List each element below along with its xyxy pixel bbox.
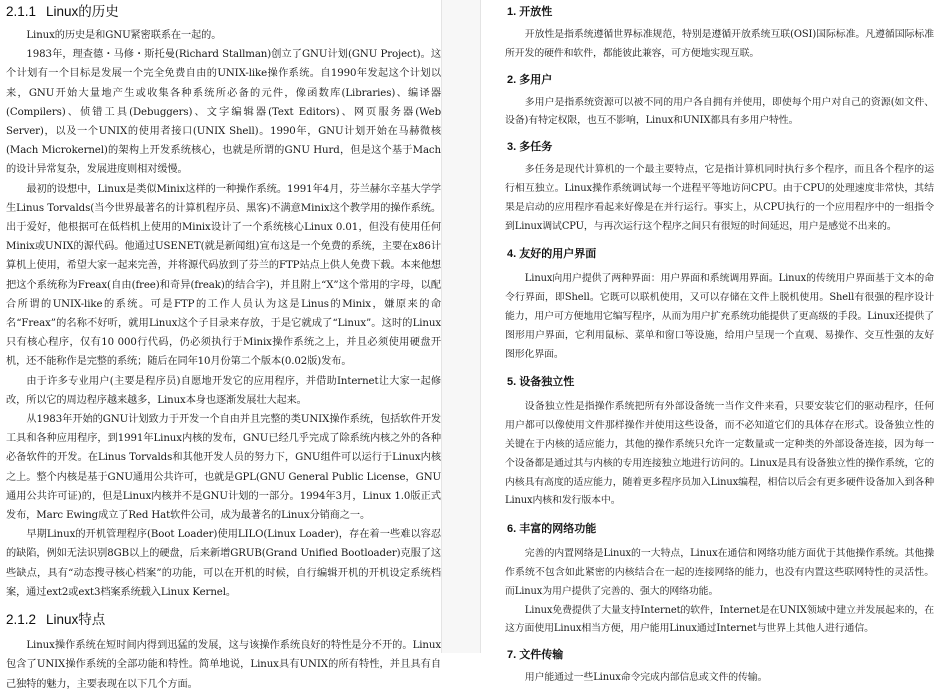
paragraph: 完善的内置网络是Linux的一大特点，Linux在通信和网络功能方面优于其他操作系统。其他操作系统不包含如此紧密的内核结合在一起的连接网络的能力，也没有内置这些联网特性的灵活性。而Linux为用户提供了完善的、强大的网络功能。 xyxy=(505,548,934,597)
paragraph: 由于许多专业用户(主要是程序员)自愿地开发它的应用程序，并借助Internet让大家一起修改，所以它的周边程序越来越多，Linux本身也逐渐发展壮大起来。 xyxy=(6,375,441,406)
paragraph: 多用户是指系统资源可以被不同的用户各自拥有并使用，即使每个用户对自己的资源(如文件、设备)有特定权限，也互不影响，Linux和UNIX都具有多用户特性。 xyxy=(505,96,934,127)
section-heading-2-1-2 xyxy=(6,610,441,630)
paragraph: 多任务是现代计算机的一个最主要特点，它是指计算机同时执行多个程序，而且各个程序的运行相互独立。Linux操作系统调试每一个进程平等地访问CPU。由于CPU的处理速度非常快，其结果是启动的应用程序看起来好像是在并行运行。事实上，从CPU执行的一个应用程序中的一组指令到Linux调试CPU，与再次运行这个程序之间只有很短的时间延迟，用户是感觉不出来的。 xyxy=(505,164,934,232)
page-gutter xyxy=(441,0,481,653)
paragraph: 开放性是指系统遵循世界标准规范，特别是遵循开放系统互联(OSI)国际标准。凡遵循国际标准所开发的硬件和软件，都能彼此兼容，可方便地实现互联。 xyxy=(505,29,934,59)
paragraph: 设备独立性是指操作系统把所有外部设备统一当作文件来看，只要安装它们的驱动程序，任何用户都可以像使用文件那样操作并使用这些设备，而不必知道它们的具体存在形式。设备独立性的关键在于内核的适应能力，其他的操作系统只允许一定数量或一定种类的外部设备连接，因为每一个设备都是通过其与内核的专用连接独立地进行访问的。Linux是具有设备独立性的操作系统，它的内核具有高度的适应能力，随着更多程序员加入Linux编程，相信以后会有更多硬件设备加入到各种Linux内核和发行版本中。 xyxy=(505,401,934,507)
feature-heading: 6. 丰富的网络功能 xyxy=(507,523,597,536)
left-page xyxy=(0,0,441,690)
feature-heading: 1. 开放性 xyxy=(507,6,553,18)
paragraph: 用户能通过一些Linux命令完成内部信息或文件的传输。 xyxy=(524,672,768,684)
paragraph: 从1983年开始的GNU计划致力于开发一个自由并且完整的类UNIX操作系统，包括软件开发工具和各种应用程序，到1991年Linux内核的发布，GNU已经几乎完成了除系统内核之外的各种必备软件的开发。在Linus Torvalds和其他开发人员的努力下，GNU组件可以运行于Linux内核之上。整个内核是基于GNU通用公共许可，也就是GPL(GNU General Public License，GNU通用公共许可证)的，但是Linux内核并不是GNU计划的一部分。1994年3月，Linux 1.0版正式发布，Marc Ewing成立了Red Hat软件公司，成为最著名的Linux分销商之一。 xyxy=(6,414,441,522)
paragraph: 1983年，理查德・马修・斯托曼(Richard Stallman)创立了GNU计划(GNU Project)。这个计划有一个目标是发展一个完全免费自由的UNIX-like操作系统。自1990年发起这个计划以来，GNU开始大量地产生或收集各种系统所必备的元件，像函数库(Libraries)、编译器(Compilers)、侦错工具(Debuggers)、文字编辑器(Text Editors)、网页服务器(Web Server)，以及一个UNIX的使用者接口(UNIX Shell)。1990年，GNU计划开始在马赫微核(Mach Microkernel)的架构上开发系统核心，也就是所谓的GNU Hurd，但是这个基于Mach的设计异常复杂，发展进度则相对缓慢。 xyxy=(6,49,441,176)
section-title: Linux的历史 xyxy=(46,4,119,19)
feature-heading: 3. 多任务 xyxy=(507,141,553,154)
left-page-content xyxy=(0,2,441,694)
paragraph: 早期Linux的开机管理程序(Boot Loader)使用LILO(Linux Loader)，存在着一些难以容忍的缺陷，例如无法识别8GB以上的硬盘，后来新增GRUB(Grand Unified Bootloader)克服了这些缺点，具有“动态搜寻核心档案”的功能，可以在开机的时候，自行编辑开机的开机设定系统档案，通过ext2或ext3档案系统载入Linux Kernel。 xyxy=(6,529,441,598)
feature-heading: 5. 设备独立性 xyxy=(507,376,575,389)
paragraph: 最初的设想中，Linux是类似Minix这样的一种操作系统。1991年4月，芬兰赫尔辛基大学学生Linus Torvalds(当今世界最著名的计算机程序员、黑客)不满意Minix这个教学用的操作系统。出于爱好，他根据可在低档机上使用的Minix设计了一个系统核心Linux 0.01，但没有使用任何Minix或UNIX的源代码。他通过USENET(就是新闻组)宣布这是一个免费的系统，主要在x86计算机上使用，希望大家一起来完善，并将源代码放到了芬兰的FTP站点上供人免费下载。本来他想把这个系统称为Freax(自由(free)和奇异(freak)的结合字)，并且附上“X”这个常用的字母，以配合所谓的UNIX-like的系统。可是FTP的工作人员认为这是Linus的Minix，嫌原来的命名“Freax”的名称不好听，就用Linux这个子目录来存放，于是它就成了“Linux”。这时的Linux只有核心程序，仅有10 000行代码，仍必须执行于Minix操作系统之上，并且必须使用硬盘开机，还不能称作是完整的系统；随后在同年10月份第二个版本(0.02版)发布。 xyxy=(6,183,441,368)
feature-heading: 4. 友好的用户界面 xyxy=(507,248,597,261)
right-page-content xyxy=(481,3,934,688)
paragraph: Linux免费提供了大量支持Internet的软件，Internet是在UNIX领域中建立并发展起来的，在这方面使用Linux相当方便，用户能用Linux通过Internet与世界上其他人进行通信。 xyxy=(505,604,934,635)
section-number: 2.1.1 xyxy=(6,4,37,19)
feature-heading: 2. 多用户 xyxy=(507,73,553,86)
right-page xyxy=(481,0,934,684)
paragraph: Linux向用户提供了两种界面：用户界面和系统调用界面。Linux的传统用户界面基于文本的命令行界面，即Shell。它既可以联机使用，又可以存储在文件上脱机使用。Shell有很强的程序设计能力，用户可方便地用它编写程序，从而为用户扩充系统功能提供了更高级的手段。Linux还提供了图形用户界面，它利用鼠标、菜单和窗口等设施，给用户呈现一个直观、易操作、交互性强的友好图形化界面。 xyxy=(505,273,934,360)
feature-heading: 7. 文件传输 xyxy=(507,649,564,662)
paragraph: Linux的历史是和GNU紧密联系在一起的。 xyxy=(26,30,222,41)
paragraph: Linux操作系统在短时间内得到迅猛的发展，这与该操作系统良好的特性是分不开的。Linux包含了UNIX操作系统的全部功能和特性。简单地说，Linux具有UNIX的所有特性，并且具有自己独特的魅力，主要表现在以下几个方面。 xyxy=(6,640,441,690)
section-number: 2.1.2 xyxy=(6,612,37,628)
section-title: Linux特点 xyxy=(46,612,106,628)
section-heading-2-1-1 xyxy=(6,2,441,22)
